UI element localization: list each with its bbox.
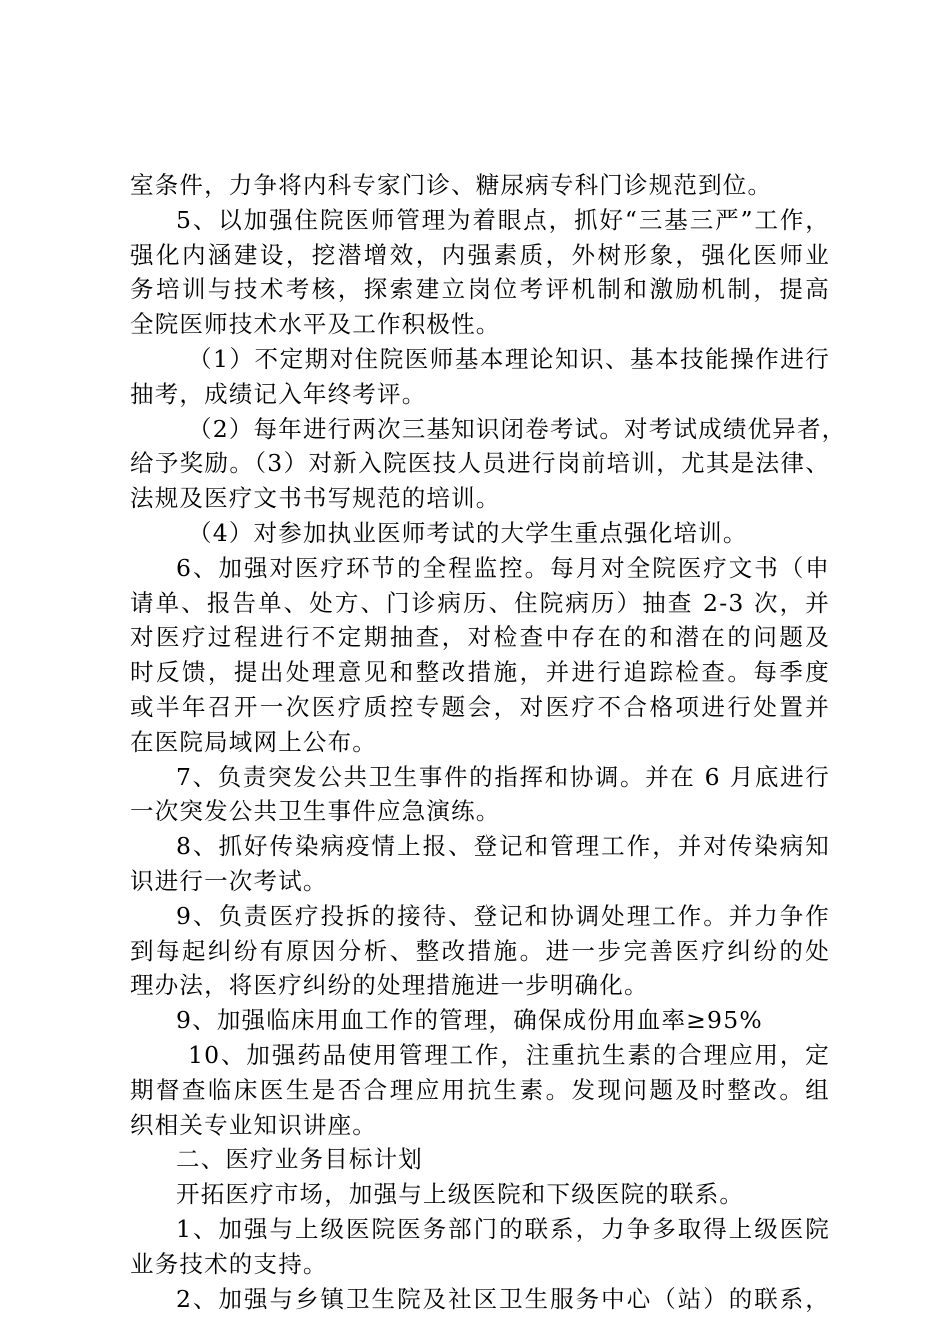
paragraph-subitem-4 <box>130 516 830 551</box>
paragraph-item-6 <box>130 551 830 760</box>
text-line: 或半年召开一次医疗质控专题会，对医疗不合格项进行处置并 <box>130 692 830 721</box>
paragraph-item-9a <box>130 899 830 1003</box>
text-line: 在医院局域网上公布。 <box>130 727 377 756</box>
text-line: 2、加强与乡镇卫生院及社区卫生服务中心（站）的联系， <box>176 1284 830 1313</box>
text-line: 务培训与技术考核，探索建立岗位考评机制和激励机制，提高 <box>130 275 830 304</box>
text-line: 请单、报告单、处方、门诊病历、住院病历）抽查 2-3 次，并 <box>130 588 830 617</box>
paragraph-plan-1 <box>130 1212 830 1282</box>
paragraph-1 <box>130 168 830 203</box>
text-line: 强化内涵建设，挖潜增效，内强素质，外树形象，强化医师业 <box>130 240 830 269</box>
text-line: 时反馈，提出处理意见和整改措施，并进行追踪检查。每季度 <box>130 658 830 687</box>
text-line: 织相关专业知识讲座。 <box>130 1110 377 1139</box>
text-line: （4）对参加执业医师考试的大学生重点强化培训。 <box>188 518 748 547</box>
paragraph-item-8 <box>130 829 830 899</box>
text-line: 开拓医疗市场，加强与上级医院和下级医院的联系。 <box>176 1180 745 1209</box>
text-line: 全院医师技术水平及工作积极性。 <box>130 310 501 339</box>
text-line: 理办法，将医疗纠纷的处理措施进一步明确化。 <box>130 971 649 1000</box>
paragraph-intro <box>130 1177 830 1212</box>
text-line: 法规及医疗文书书写规范的培训。 <box>130 484 501 513</box>
text-line: 室条件，力争将内科专家门诊、糖尿病专科门诊规范到位。 <box>130 171 773 199</box>
paragraph-item-10 <box>130 1038 830 1142</box>
text-line: 识进行一次考试。 <box>130 866 328 895</box>
paragraph-item-9b <box>130 1003 830 1038</box>
paragraph-subitem-2-3 <box>130 412 847 516</box>
text-line: 9、负责医疗投拆的接待、登记和协调处理工作。并力争作 <box>176 901 830 930</box>
text-line: 对医疗过程进行不定期抽查，对检查中存在的和潜在的问题及 <box>130 623 830 652</box>
text-line: 8、抓好传染病疫情上报、登记和管理工作，并对传染病知 <box>176 832 830 861</box>
text-line: 到每起纠纷有原因分析、整改措施。进一步完善医疗纠纷的处 <box>130 936 830 965</box>
text-line: 5、以加强住院医师管理为着眼点，抓好“三基三严”工作， <box>176 205 830 234</box>
paragraph-subitem-1 <box>130 342 830 412</box>
paragraph-item-7 <box>130 760 830 830</box>
text-line: （1）不定期对住院医师基本理论知识、基本技能操作进行 <box>188 344 830 373</box>
paragraph-plan-2 <box>130 1282 830 1317</box>
text-line: 10、加强药品使用管理工作，注重抗生素的合理应用，定 <box>188 1040 830 1069</box>
section-heading-2 <box>130 1142 830 1177</box>
text-line: 抽考，成绩记入年终考评。 <box>130 379 427 408</box>
text-line: 一次突发公共卫生事件应急演练。 <box>130 797 501 826</box>
text-line: 二、医疗业务目标计划 <box>176 1145 423 1174</box>
text-line: 6、加强对医疗环节的全程监控。每月对全院医疗文书（申 <box>176 553 830 582</box>
text-line: 期督查临床医生是否合理应用抗生素。发现问题及时整改。组 <box>130 1075 830 1104</box>
text-line: （2）每年进行两次三基知识闭卷考试。对考试成绩优异者， <box>188 414 847 443</box>
text-line: 给予奖励。（3）对新入院医技人员进行岗前培训，尤其是法律、 <box>130 449 830 478</box>
text-line: 7、负责突发公共卫生事件的指挥和协调。并在 6 月底进行 <box>176 762 830 791</box>
text-line: 1、加强与上级医院医务部门的联系，力争多取得上级医院 <box>176 1214 830 1243</box>
text-line: 业务技术的支持。 <box>130 1249 328 1278</box>
paragraph-item-5 <box>130 203 830 342</box>
text-line: 9、加强临床用血工作的管理，确保成份用血率≥95% <box>176 1006 763 1035</box>
document-body <box>130 168 847 1316</box>
